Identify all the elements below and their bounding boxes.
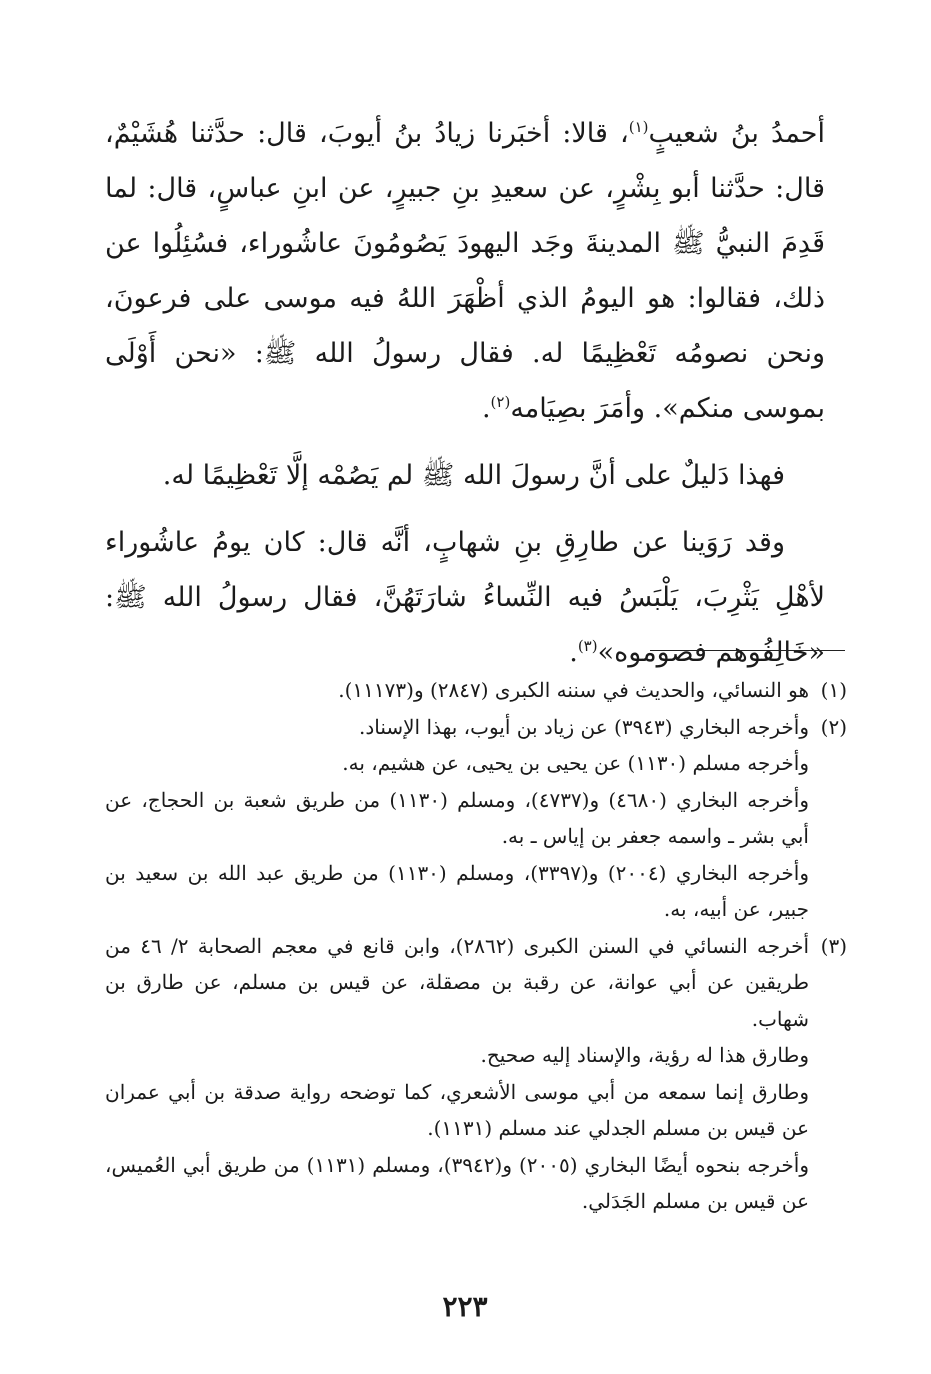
segment-text: فهذا دَليلٌ على أنَّ رسولَ الله ﷺ لم يَصُمْه إلَّا تَعْظِيمًا له.	[162, 460, 785, 491]
segment-text: ، قالا: أخبَرنا زيادُ بنُ أيوبَ، قال: حدَّثنا هُشَيْمٌ، قال: حدَّثنا أبو بِشْرٍ، عن سعيدِ بنِ جبيرٍ، عن ابنِ عباسٍ، قال: لما قَدِمَ النبيُّ ﷺ المدينةَ وجَد اليهودَ يَصُومُونَ عاشُوراء، فسُئِلُوا عن ذلك، فقالوا: هو اليومُ الذي أظْهَرَ اللهُ فيه موسى على فرعونَ، ونحن نصومُه تَعْظِيمًا له. فقال رسولُ الله ﷺ: «نحن أَوْلَى بموسى منكم». وأمَرَ بصِيَامه	[105, 118, 825, 424]
footnote-number: (٢)	[820, 714, 847, 739]
footnote-continuation: وأخرجه البخاري (٢٠٠٤) و(٣٣٩٧)، ومسلم (١١٣٠) من طريق عبد الله بن سعيد بن جبير، عن أبيه، به.	[105, 860, 810, 921]
footnote-continuation: وأخرجه بنحوه أيضًا البخاري (٢٠٠٥) و(٣٩٤٢)، ومسلم (١١٣١) من طريق أبي العُميس، عن قيس بن مسلم الجَدَلي.	[105, 1152, 809, 1213]
footnote-ref-2[interactable]: (٢)	[490, 393, 511, 411]
main-paragraph-1	[105, 106, 825, 436]
footnote-text: هو النسائي، والحديث في سننه الكبرى (٢٨٤٧) و(١١١٧٣).	[338, 678, 809, 702]
footnote-text: أخرجه النسائي في السنن الكبرى (٢٨٦٢)، وابن قانع في معجم الصحابة ٢/ ٤٦ من طريقين عن أبي عوانة، عن رقبة بن مصقلة، عن قيس بن مسلم، عن طارق بن شهاب.	[105, 933, 810, 1031]
segment-text: .	[569, 637, 578, 668]
footnote-ref-1[interactable]: (١)	[628, 118, 649, 136]
footnote-separator	[650, 650, 845, 651]
segment-text: أحمدُ بنُ شعيبٍ	[648, 118, 825, 149]
page-number: ٢٢٣	[442, 1290, 488, 1323]
footnote-continuation: وطارق هذا له رؤية، والإسناد إليه صحيح.	[480, 1043, 809, 1067]
footnote-continuation: وأخرجه مسلم (١١٣٠) عن يحيى بن يحيى، عن هشيم، به.	[342, 751, 809, 775]
main-paragraph-2	[105, 448, 825, 503]
footnote-3	[105, 928, 847, 1038]
footnote-number: (٣)	[820, 933, 847, 958]
main-text	[105, 106, 825, 680]
footnote-continuation: وأخرجه البخاري (٤٦٨٠) و(٤٧٣٧)، ومسلم (١١٣٠) من طريق شعبة بن الحجاج، عن أبي بشر ـ واسمه جعفر بن إياس ـ به.	[105, 787, 809, 848]
footnote-continuation: وطارق إنما سمعه من أبي موسى الأشعري، كما توضحه رواية صدقة بن أبي عمران عن قيس بن مسلم الجدلي عند مسلم (١١٣١).	[105, 1079, 809, 1140]
footnote-ref-3[interactable]: (٣)	[577, 637, 598, 655]
main-paragraph-3	[105, 515, 825, 680]
segment-text: .	[481, 393, 491, 424]
footnotes	[105, 672, 847, 1220]
footnote-number: (١)	[820, 678, 847, 702]
segment-text: وقد رَوَينا عن طارِقِ بنِ شهابٍ، أنَّه قال: كان يومُ عاشُوراء لأهْلِ يَثْرِبَ، يَلْبَسُ فيه النِّساءُ شارَتَهُنَّ، فقال رسولُ الله ﷺ: «خَالِفُوهم فصوموه»	[105, 527, 825, 668]
footnote-2	[105, 709, 847, 746]
footnote-1	[105, 672, 847, 709]
footnote-text: وأخرجه البخاري (٣٩٤٣) عن زياد بن أيوب، بهذا الإسناد.	[359, 714, 809, 739]
